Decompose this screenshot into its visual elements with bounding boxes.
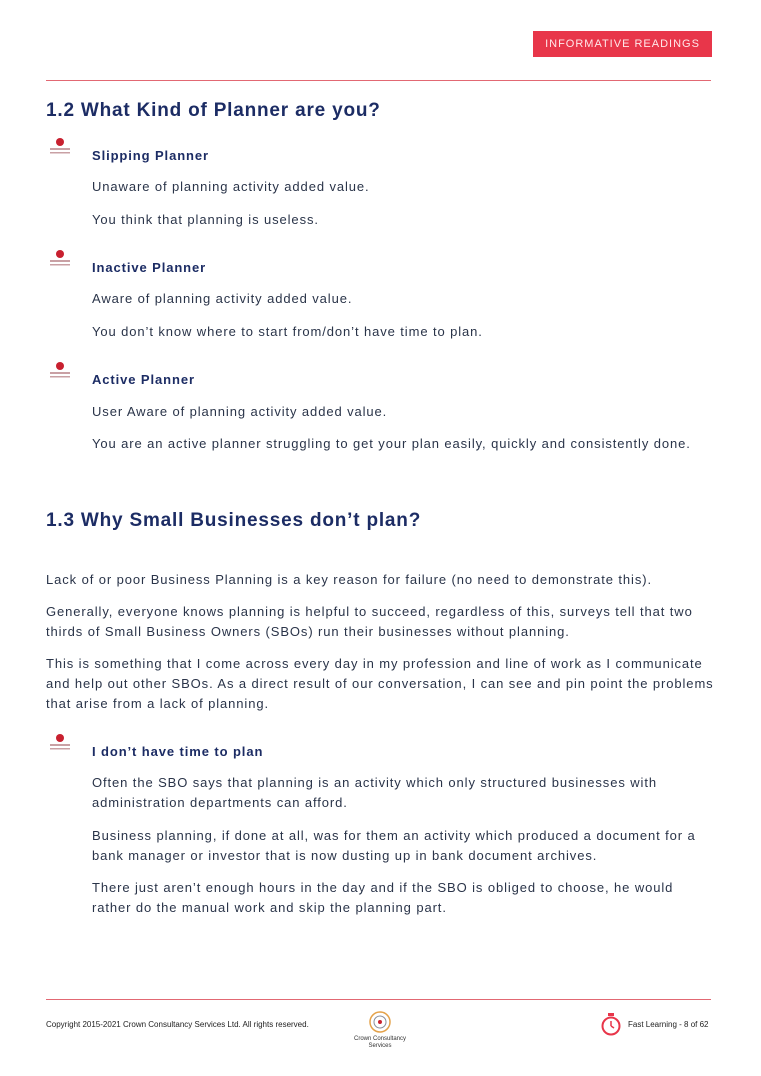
- item-line: You think that planning is useless.: [92, 212, 319, 227]
- footer-divider: [46, 999, 711, 1000]
- footer-copyright: Copyright 2015-2021 Crown Consultancy Services Ltd. All rights reserved.: [46, 1020, 309, 1029]
- body-paragraph: Generally, everyone knows planning is helpful to succeed, regardless of this, surveys tell that two thirds of Small Business Owners (SBOs) run their businesses without planning.: [46, 604, 693, 639]
- header-divider: [46, 80, 711, 81]
- item-title-inactive-planner: Inactive Planner: [92, 260, 207, 275]
- item-line: Business planning, if done at all, was for them an activity which produced a document for a bank manager or investor that is now dusting up in bank document archives.: [92, 828, 696, 863]
- footer-page-info: [600, 1012, 709, 1036]
- crown-logo-icon: [46, 249, 74, 269]
- item-line: There just aren’t enough hours in the day and if the SBO is obliged to choose, he would rather do the manual work and skip the planning part.: [92, 880, 674, 915]
- item-title-slipping-planner: Slipping Planner: [92, 148, 209, 163]
- item-title-active-planner: Active Planner: [92, 372, 195, 387]
- item-line: Unaware of planning activity added value.: [92, 179, 370, 194]
- heading-what-kind-of-planner: 1.2 What Kind of Planner are you?: [46, 100, 381, 121]
- body-paragraph: This is something that I come across every day in my profession and line of work as I communicate and help out other SBOs. As a direct result of our conversation, I can see and pin point the problems that arise from a lack of planning.: [46, 656, 714, 711]
- item-title-no-time-to-plan: I don’t have time to plan: [92, 744, 264, 759]
- item-line: Aware of planning activity added value.: [92, 291, 353, 306]
- item-line: You are an active planner struggling to get your plan easily, quickly and consistently done.: [92, 436, 691, 451]
- item-line: Often the SBO says that planning is an activity which only structured businesses with administration departments can afford.: [92, 775, 657, 810]
- item-line: You don’t know where to start from/don’t have time to plan.: [92, 324, 483, 339]
- item-line: User Aware of planning activity added value.: [92, 404, 388, 419]
- crown-logo-icon: [46, 361, 74, 381]
- crown-logo-icon: [46, 733, 74, 753]
- crown-logo-icon: [46, 137, 74, 157]
- stopwatch-icon: [600, 1012, 622, 1036]
- section-badge: INFORMATIVE READINGS: [533, 31, 712, 57]
- heading-why-small-businesses-dont-plan: 1.3 Why Small Businesses don’t plan?: [46, 510, 422, 531]
- footer-page-number: Fast Learning - 8 of 62: [628, 1019, 709, 1029]
- footer-logo-text: Crown Consultancy Services: [353, 1036, 407, 1049]
- body-paragraph: Lack of or poor Business Planning is a key reason for failure (no need to demonstrate this).: [46, 572, 652, 587]
